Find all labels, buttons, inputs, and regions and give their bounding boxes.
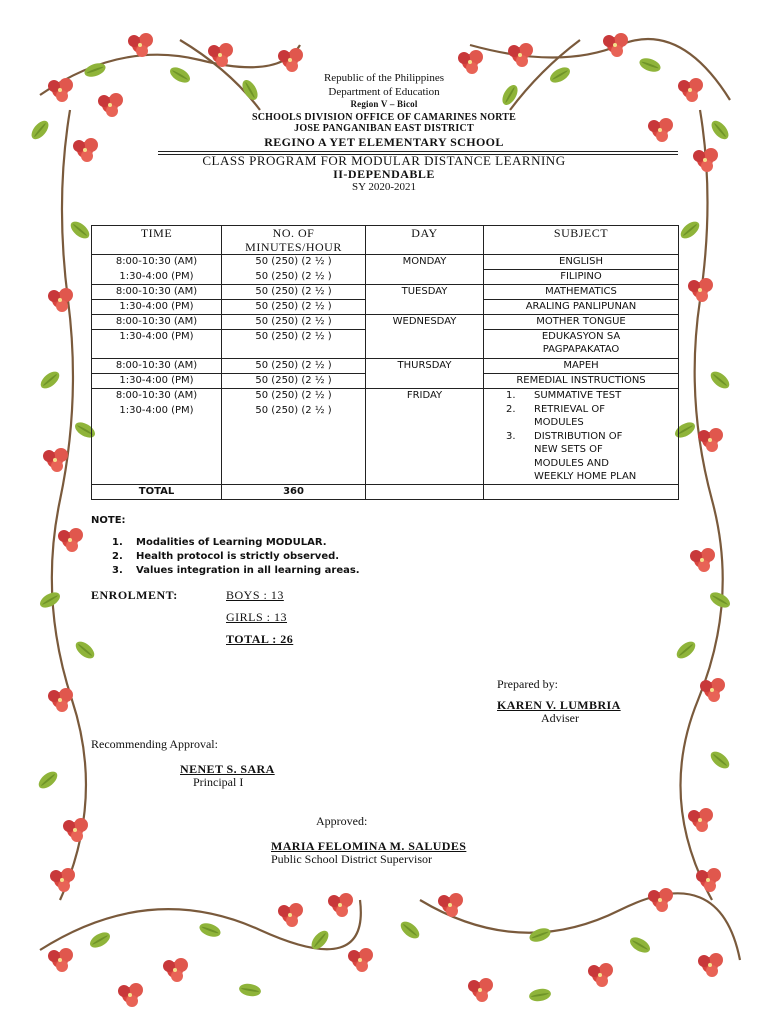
day-cell: WEDNESDAY [366, 315, 484, 330]
minutes-cell: 50 (250) (2 ½ ) [222, 285, 366, 300]
class-program-table [91, 225, 679, 500]
adviser-title: Adviser [541, 711, 579, 725]
note-list [112, 536, 360, 578]
table-row [92, 359, 679, 374]
enrolment-girls: GIRLS : 13 [226, 610, 288, 624]
table-row [92, 285, 679, 300]
time-cell: 8:00-10:30 (AM) [92, 255, 222, 270]
time-column-header: TIME [92, 226, 222, 255]
table-row [92, 300, 679, 315]
table-row [92, 330, 679, 359]
note-label: NOTE: [91, 515, 126, 526]
school-year: SY 2020-2021 [351, 181, 417, 193]
list-item: 1. Modalities of Learning MODULAR. [112, 537, 327, 548]
day-cell: TUESDAY [366, 285, 484, 300]
minutes-cell: 50 (250) (2 ½ ) [222, 330, 366, 359]
subject-cell: MATHEMATICS [484, 285, 679, 300]
friday-subject-cell [484, 389, 679, 485]
supervisor-name: MARIA FELOMINA M. SALUDES [271, 839, 467, 853]
approved-label: Approved: [316, 814, 368, 828]
table-row [92, 374, 679, 389]
day-cell: THURSDAY [366, 359, 484, 374]
prepared-by-label: Prepared by: [497, 677, 558, 691]
subject-column-header: SUBJECT [484, 226, 679, 255]
total-value-cell: 360 [222, 484, 366, 499]
table-total-row [92, 484, 679, 499]
day-cell [366, 270, 484, 285]
table-row [92, 315, 679, 330]
time-cell: 8:00-10:30 (AM) [92, 285, 222, 300]
table-row [92, 270, 679, 285]
subject-cell: ENGLISH [484, 255, 679, 270]
time-cell: 1:30-4:00 (PM) [92, 374, 222, 389]
day-cell: FRIDAY [366, 389, 484, 404]
subject-cell: MOTHER TONGUE [484, 315, 679, 330]
list-item: NEW SETS OF [534, 444, 603, 455]
principal-name: NENET S. SARA [180, 762, 275, 776]
day-cell: MONDAY [366, 255, 484, 270]
minutes-cell: 50 (250) (2 ½ ) [222, 315, 366, 330]
subject-cell: REMEDIAL INSTRUCTIONS [484, 374, 679, 389]
list-item: WEEKLY HOME PLAN [534, 471, 637, 482]
enrolment-label: ENROLMENT: [91, 588, 178, 602]
time-cell: 1:30-4:00 (PM) [92, 404, 222, 484]
minutes-cell: 50 (250) (2 ½ ) [222, 389, 366, 404]
time-cell: 1:30-4:00 (PM) [92, 300, 222, 315]
header-divider [158, 151, 678, 152]
table-row [92, 389, 679, 404]
list-item: 2. RETRIEVAL OF [506, 403, 606, 415]
minutes-cell: 50 (250) (2 ½ ) [222, 404, 366, 484]
list-item: MODULES AND [534, 457, 609, 469]
subject-cell: MAPEH [484, 359, 679, 374]
list-item: MODULES [534, 417, 584, 428]
day-cell [366, 404, 484, 484]
subject-cell: EDUKASYON SA PAGPAPAKATAO [484, 330, 679, 359]
total-empty-cell [484, 484, 679, 499]
minutes-cell: 50 (250) (2 ½ ) [222, 300, 366, 315]
principal-title: Principal I [193, 775, 244, 789]
section-name: II-DEPENDABLE [333, 167, 435, 181]
total-empty-cell [366, 484, 484, 499]
school-name: REGINO A YET ELEMENTARY SCHOOL [264, 135, 504, 149]
subject-cell: FILIPINO [484, 270, 679, 285]
district-heading: JOSE PANGANIBAN EAST DISTRICT [294, 123, 474, 134]
total-label-cell: TOTAL [92, 484, 222, 499]
table-header-row [92, 226, 679, 255]
list-item: 3. Values integration in all learning areas. [112, 565, 360, 576]
department-heading: Department of Education [328, 86, 440, 98]
time-cell: 1:30-4:00 (PM) [92, 270, 222, 285]
enrolment-boys: BOYS : 13 [226, 588, 284, 602]
day-cell [366, 330, 484, 359]
table-row [92, 255, 679, 270]
time-cell: 1:30-4:00 (PM) [92, 330, 222, 359]
list-item: 1. SUMMATIVE TEST [506, 390, 622, 401]
day-cell [366, 300, 484, 315]
time-cell: 8:00-10:30 (AM) [92, 389, 222, 404]
supervisor-title: Public School District Supervisor [271, 852, 432, 866]
minutes-cell: 50 (250) (2 ½ ) [222, 374, 366, 389]
adviser-name: KAREN V. LUMBRIA [497, 698, 621, 712]
day-cell [366, 374, 484, 389]
time-cell: 8:00-10:30 (AM) [92, 315, 222, 330]
time-cell: 8:00-10:30 (AM) [92, 359, 222, 374]
minutes-column-header: NO. OF MINUTES/HOUR [222, 226, 366, 255]
list-item: 2. Health protocol is strictly observed. [112, 551, 340, 562]
minutes-cell: 50 (250) (2 ½ ) [222, 255, 366, 270]
republic-heading: Republic of the Philippines [323, 72, 445, 84]
enrolment-total: TOTAL : 26 [226, 632, 294, 646]
document-title: CLASS PROGRAM FOR MODULAR DISTANCE LEARNING [202, 153, 566, 168]
day-column-header: DAY [366, 226, 484, 255]
recommending-approval-label: Recommending Approval: [91, 737, 218, 751]
minutes-cell: 50 (250) (2 ½ ) [222, 359, 366, 374]
division-heading: SCHOOLS DIVISION OFFICE OF CAMARINES NORTE [251, 112, 517, 123]
subject-cell: ARALING PANLIPUNAN [484, 300, 679, 315]
list-item: 3. DISTRIBUTION OF [506, 430, 623, 442]
friday-activities-list [484, 389, 678, 484]
region-heading: Region V – Bicol [350, 99, 418, 109]
minutes-cell: 50 (250) (2 ½ ) [222, 270, 366, 285]
